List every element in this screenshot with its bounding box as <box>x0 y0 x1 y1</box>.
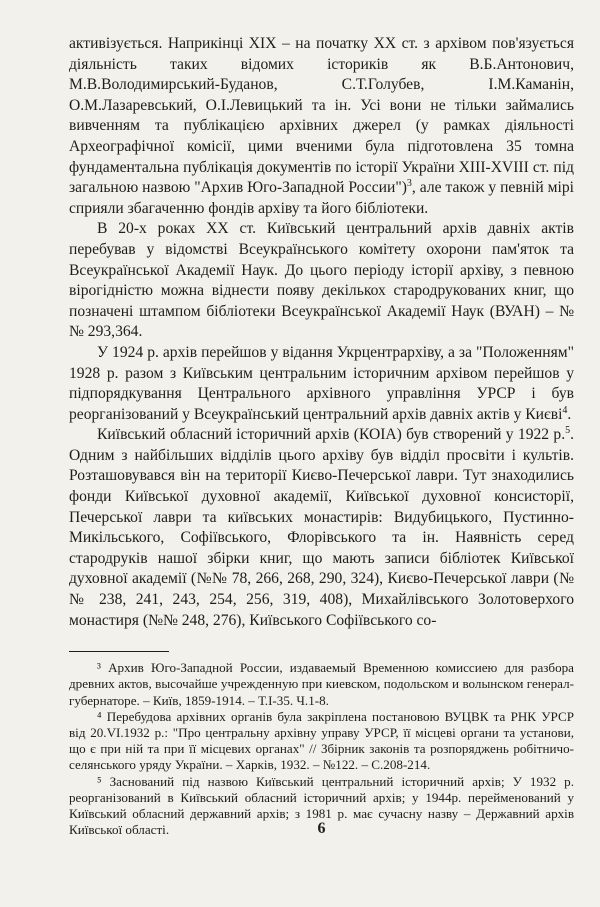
footnote-5: ⁵ Заснований під назвою Київський центральний історичний архів; У 1932 р. реорганізований в Київський обласний історичний архів; у 1944р. перейменований у Київський обласний державний архів; з 1981 р. має сучасну назву – Державний архів Київської області. <box>69 773 574 838</box>
page-number: 6 <box>317 820 326 837</box>
footnote-separator <box>69 651 169 652</box>
footnote-ref-4: 4 <box>562 404 568 416</box>
paragraph-2: В 20-х роках XX ст. Київський центральний архів давніх актів перебував у відомстві Всеукраїнського комітету охорони пам'яток та Всеукраїнської Академії Наук. До цього періоду історії архіву, з певною вірогідністю можна віднести появу декількох стародрукованих книг, що позначені штампом бібліотеки Всеукраїнської Академії Наук (ВУАН) – №№ 293,364. <box>69 220 574 341</box>
paragraph-1: активізується. Наприкінці XIX – на початку XX ст. з архівом пов'язується діяльність таких відомих істориків як В.Б.Антонович, М.В.Володимирський-Буданов, С.Т.Голубев, І.М.Каманін, О.М.Лазаревський, О.І.Левицький та ін. Усі вони не тільки займались вивченням та публікацією архівних джерел (у рамках діяльності Археографічної комісії, цими вченими була підготовлена 35 томна фундаментальна публікація документів по історії України XIII-XVIII ст. під загальною назвою "Архив Юго-Западной России")$^3$, але також у певній мірі сприяли збагаченню фондів архіву та його бібліотеки. <box>69 35 575 217</box>
footnote-4: ⁴ Перебудова архівних органів була закріплена постановою ВУЦВК та РНК УРСР від 20.VI.1932 р.: "Про центральну архівну управу УРСР, її місцеві органи та установи, що є при ній та при її місцевих органах" // Збірник законів та розпоряджень робітничо-селянського уряду України. – Харків, 1932. – №122. – С.208-214. <box>69 708 574 773</box>
footnotes <box>69 660 574 838</box>
main-text <box>69 34 574 631</box>
footnote-ref-5: 5 <box>565 425 571 437</box>
paragraph-4: Київський обласний історичний архів (КОІА) був створений у 1922 р.$^5$. Одним з найбільших відділів цього архіву був відділ просвіти і культів. Розташовувався він на території Києво-Печерської лаври. Тут знаходились фонди Київської духовної академії, Київської духовної консисторії, Печерської лаври та київських монастирів: Видубицького, Пустинно-Микільського, Софіївського, Флорівського та ін. Наявність серед стародруків нашої збірки книг, що мають записи бібліотек Київської духовної академії (№№ 78, 266, 268, 290, 324), Києво-Печерської лаври (№№ 238, 241, 243, 254, 256, 319, 408), Михайлівського Золотоверхого монастиря (№№ 248, 276), Київського Софіївського со- <box>69 425 574 629</box>
footnote-3: ³ Архив Юго-Западной России, издаваемый Временною комиссиею для разбора древних актов, высочайше учрежденную при киевском, подольском и волынском генерал-губернаторе. – Київ, 1859-1914. – Т.І-35. Ч.1-8. <box>69 660 574 708</box>
paragraph-3: У 1924 р. архів перейшов у відання Укрцентрархіву, а за "Положенням" 1928 р. разом з Київським центральним історичним архівом перейшов у підпорядкування Центрального архівного управління УРСР і був реорганізований у Всеукраїнський центральний архів давніх актів у Києві$^4$. <box>69 343 574 423</box>
footnote-ref-3: 3 <box>406 177 412 189</box>
